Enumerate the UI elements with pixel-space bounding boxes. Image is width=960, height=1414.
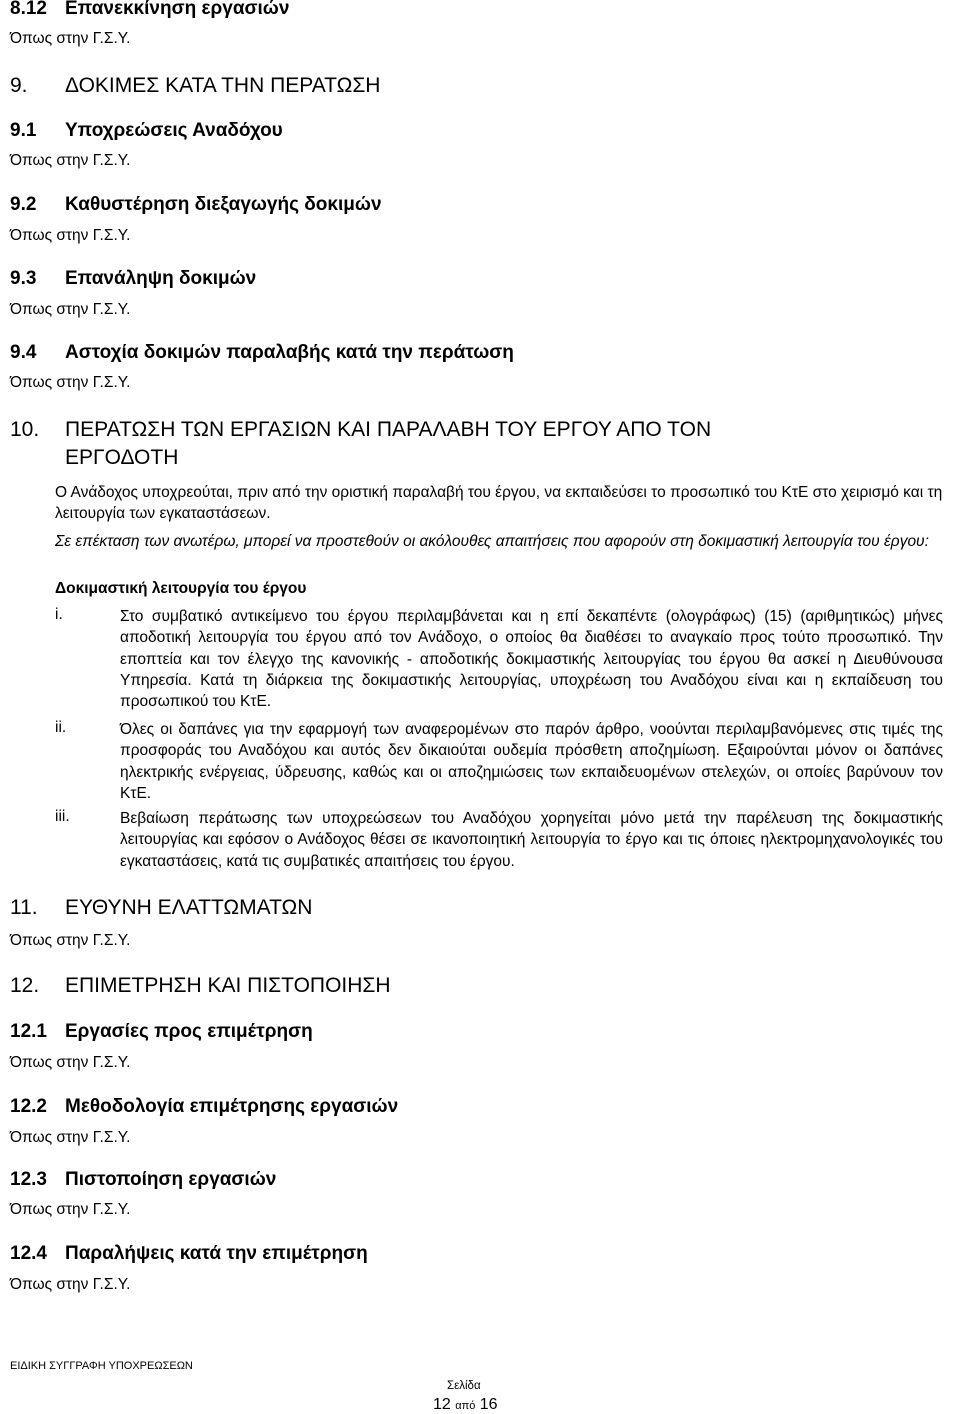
page-total: 16 bbox=[479, 1396, 498, 1413]
section-note: Όπως στην Γ.Σ.Υ. bbox=[10, 1054, 131, 1071]
section-number: 9.1 bbox=[10, 120, 37, 141]
section-number: 8.12 bbox=[10, 0, 47, 19]
section-title-continued: ΕΡΓΟΔΟΤΗ bbox=[65, 446, 179, 469]
section-number: 9.4 bbox=[10, 342, 37, 363]
section-note: Όπως στην Γ.Σ.Υ. bbox=[10, 152, 131, 169]
section-title: Υποχρεώσεις Αναδόχου bbox=[65, 120, 283, 141]
list-item-text: Στο συμβατικό αντικείμενο του έργου περιλαμβάνεται και η επί δεκαπέντε (ολογράφως) (15) (αριθμητικώς) μήνες αποδοτική λειτουργία του έργου από τον Ανάδοχο, ο οποίος θα διαθέσει το αναγκαίο προς τούτο προσωπικό. Την εποπτεία και τον έλεγχο της κανονικής - αποδοτικής δοκιμαστικής λειτουργίας του έργου θα ασκεί η Διευθύνουσα Υπηρεσία. Κατά τη διάρκεια της δοκιμαστικής λειτουργίας, υποχρέωση του Αναδόχου είναι και η εκπαίδευση του προσωπικού του ΚτΕ. bbox=[120, 608, 943, 711]
italic-paragraph: Σε επέκταση των ανωτέρω, μπορεί να προστεθούν οι ακόλουθες απαιτήσεις που αφορούν στη δοκιμαστική λειτουργία του έργου: bbox=[55, 533, 929, 550]
heading-9-2 bbox=[10, 194, 382, 216]
section-title: Επανεκκίνηση εργασιών bbox=[65, 0, 290, 19]
heading-11 bbox=[10, 896, 312, 920]
page-current: 12 bbox=[433, 1396, 451, 1413]
section-title: Επανάληψη δοκιμών bbox=[65, 268, 257, 289]
heading-10 bbox=[10, 418, 711, 442]
section-title: ΕΥΘΥΝΗ ΕΛΑΤΤΩΜΑΤΩΝ bbox=[65, 896, 313, 919]
section-title: Αστοχία δοκιμών παραλαβής κατά την περάτωση bbox=[65, 342, 514, 363]
footer-page-word: Σελίδα bbox=[447, 1380, 481, 1392]
heading-12-2 bbox=[10, 1096, 398, 1118]
section-note: Όπως στην Γ.Σ.Υ. bbox=[10, 30, 131, 47]
footer-document-title: ΕΙΔΙΚΗ ΣΥΓΓΡΑΦΗ ΥΠΟΧΡΕΩΣΕΩΝ bbox=[10, 1360, 193, 1372]
heading-12 bbox=[10, 974, 391, 998]
section-title: ΕΠΙΜΕΤΡΗΣΗ ΚΑΙ ΠΙΣΤΟΠΟΙΗΣΗ bbox=[65, 974, 391, 997]
heading-9-1 bbox=[10, 120, 283, 142]
page-of: από bbox=[455, 1400, 476, 1412]
section-number: 12.2 bbox=[10, 1096, 47, 1117]
section-number: 12.3 bbox=[10, 1169, 47, 1190]
list-number: iii. bbox=[55, 808, 70, 825]
heading-8-12 bbox=[10, 0, 289, 20]
heading-12-3 bbox=[10, 1169, 276, 1191]
footer-page-number bbox=[433, 1396, 498, 1414]
body-paragraph: Ο Ανάδοχος υποχρεούται, πριν από την οριστική παραλαβή του έργου, να εκπαιδεύσει το προσωπικό του ΚτΕ στο χειρισμό και τη λειτουργία των εγκαταστάσεων. bbox=[55, 484, 943, 522]
list-number: ii. bbox=[55, 719, 67, 736]
section-title: Πιστοποίηση εργασιών bbox=[65, 1169, 277, 1190]
section-note: Όπως στην Γ.Σ.Υ. bbox=[10, 1201, 131, 1218]
section-title: ΠΕΡΑΤΩΣΗ ΤΩΝ ΕΡΓΑΣΙΩΝ ΚΑΙ ΠΑΡΑΛΑΒΗ ΤΟΥ ΕΡΓΟΥ ΑΠΟ ΤΟΝ bbox=[65, 418, 712, 441]
heading-9 bbox=[10, 74, 380, 98]
section-title: Παραλήψεις κατά την επιμέτρηση bbox=[65, 1243, 368, 1264]
section-number: 9.3 bbox=[10, 268, 37, 289]
section-note: Όπως στην Γ.Σ.Υ. bbox=[10, 932, 131, 949]
section-note: Όπως στην Γ.Σ.Υ. bbox=[10, 374, 131, 391]
section-number: 12.4 bbox=[10, 1243, 47, 1264]
list-item-text: Όλες οι δαπάνες για την εφαρμογή των αναφερομένων στο παρόν άρθρο, νοούνται περιλαμβανόμενες στις τιμές της προσφοράς του Αναδόχου και αυτός δεν δικαιούται ουδεμία πρόσθετη αποζημίωση. Εξαιρούνται μόνον οι δαπάνες ηλεκτρικής ενέργειας, ύδρευσης, καθώς και οι αποζημιώσεις των εκπαιδευομένων στελεχών, οι οποίες βαρύνουν τον ΚτΕ. bbox=[120, 721, 943, 802]
section-note: Όπως στην Γ.Σ.Υ. bbox=[10, 1129, 131, 1146]
list-number: i. bbox=[55, 606, 63, 623]
section-title: ΔΟΚΙΜΕΣ ΚΑΤΑ ΤΗΝ ΠΕΡΑΤΩΣΗ bbox=[65, 74, 381, 97]
section-note: Όπως στην Γ.Σ.Υ. bbox=[10, 1276, 131, 1293]
section-number: 9.2 bbox=[10, 194, 37, 215]
section-note: Όπως στην Γ.Σ.Υ. bbox=[10, 227, 131, 244]
section-number: 10. bbox=[10, 418, 40, 441]
heading-12-1 bbox=[10, 1021, 313, 1043]
section-title: Καθυστέρηση διεξαγωγής δοκιμών bbox=[65, 194, 382, 215]
section-note: Όπως στην Γ.Σ.Υ. bbox=[10, 301, 131, 318]
heading-9-4 bbox=[10, 342, 514, 364]
section-number: 9. bbox=[10, 74, 28, 97]
section-title: Εργασίες προς επιμέτρηση bbox=[65, 1021, 313, 1042]
section-number: 12. bbox=[10, 974, 40, 997]
section-number: 12.1 bbox=[10, 1021, 47, 1042]
heading-9-3 bbox=[10, 268, 256, 290]
subheading: Δοκιμαστική λειτουργία του έργου bbox=[55, 580, 307, 597]
list-item-text: Βεβαίωση περάτωσης των υποχρεώσεων του Αναδόχου χορηγείται μόνο μετά την παρέλευση της δοκιμαστικής λειτουργίας και εφόσον ο Ανάδοχος θέσει σε ικανοποιητική λειτουργία το έργο και τις όποιες ηλεκτρομηχανολογικές του εγκαταστάσεις, κατά τις συμβατικές απαιτήσεις του έργου. bbox=[120, 810, 943, 870]
heading-12-4 bbox=[10, 1243, 368, 1265]
section-number: 11. bbox=[10, 896, 38, 919]
section-title: Μεθοδολογία επιμέτρησης εργασιών bbox=[65, 1096, 399, 1117]
